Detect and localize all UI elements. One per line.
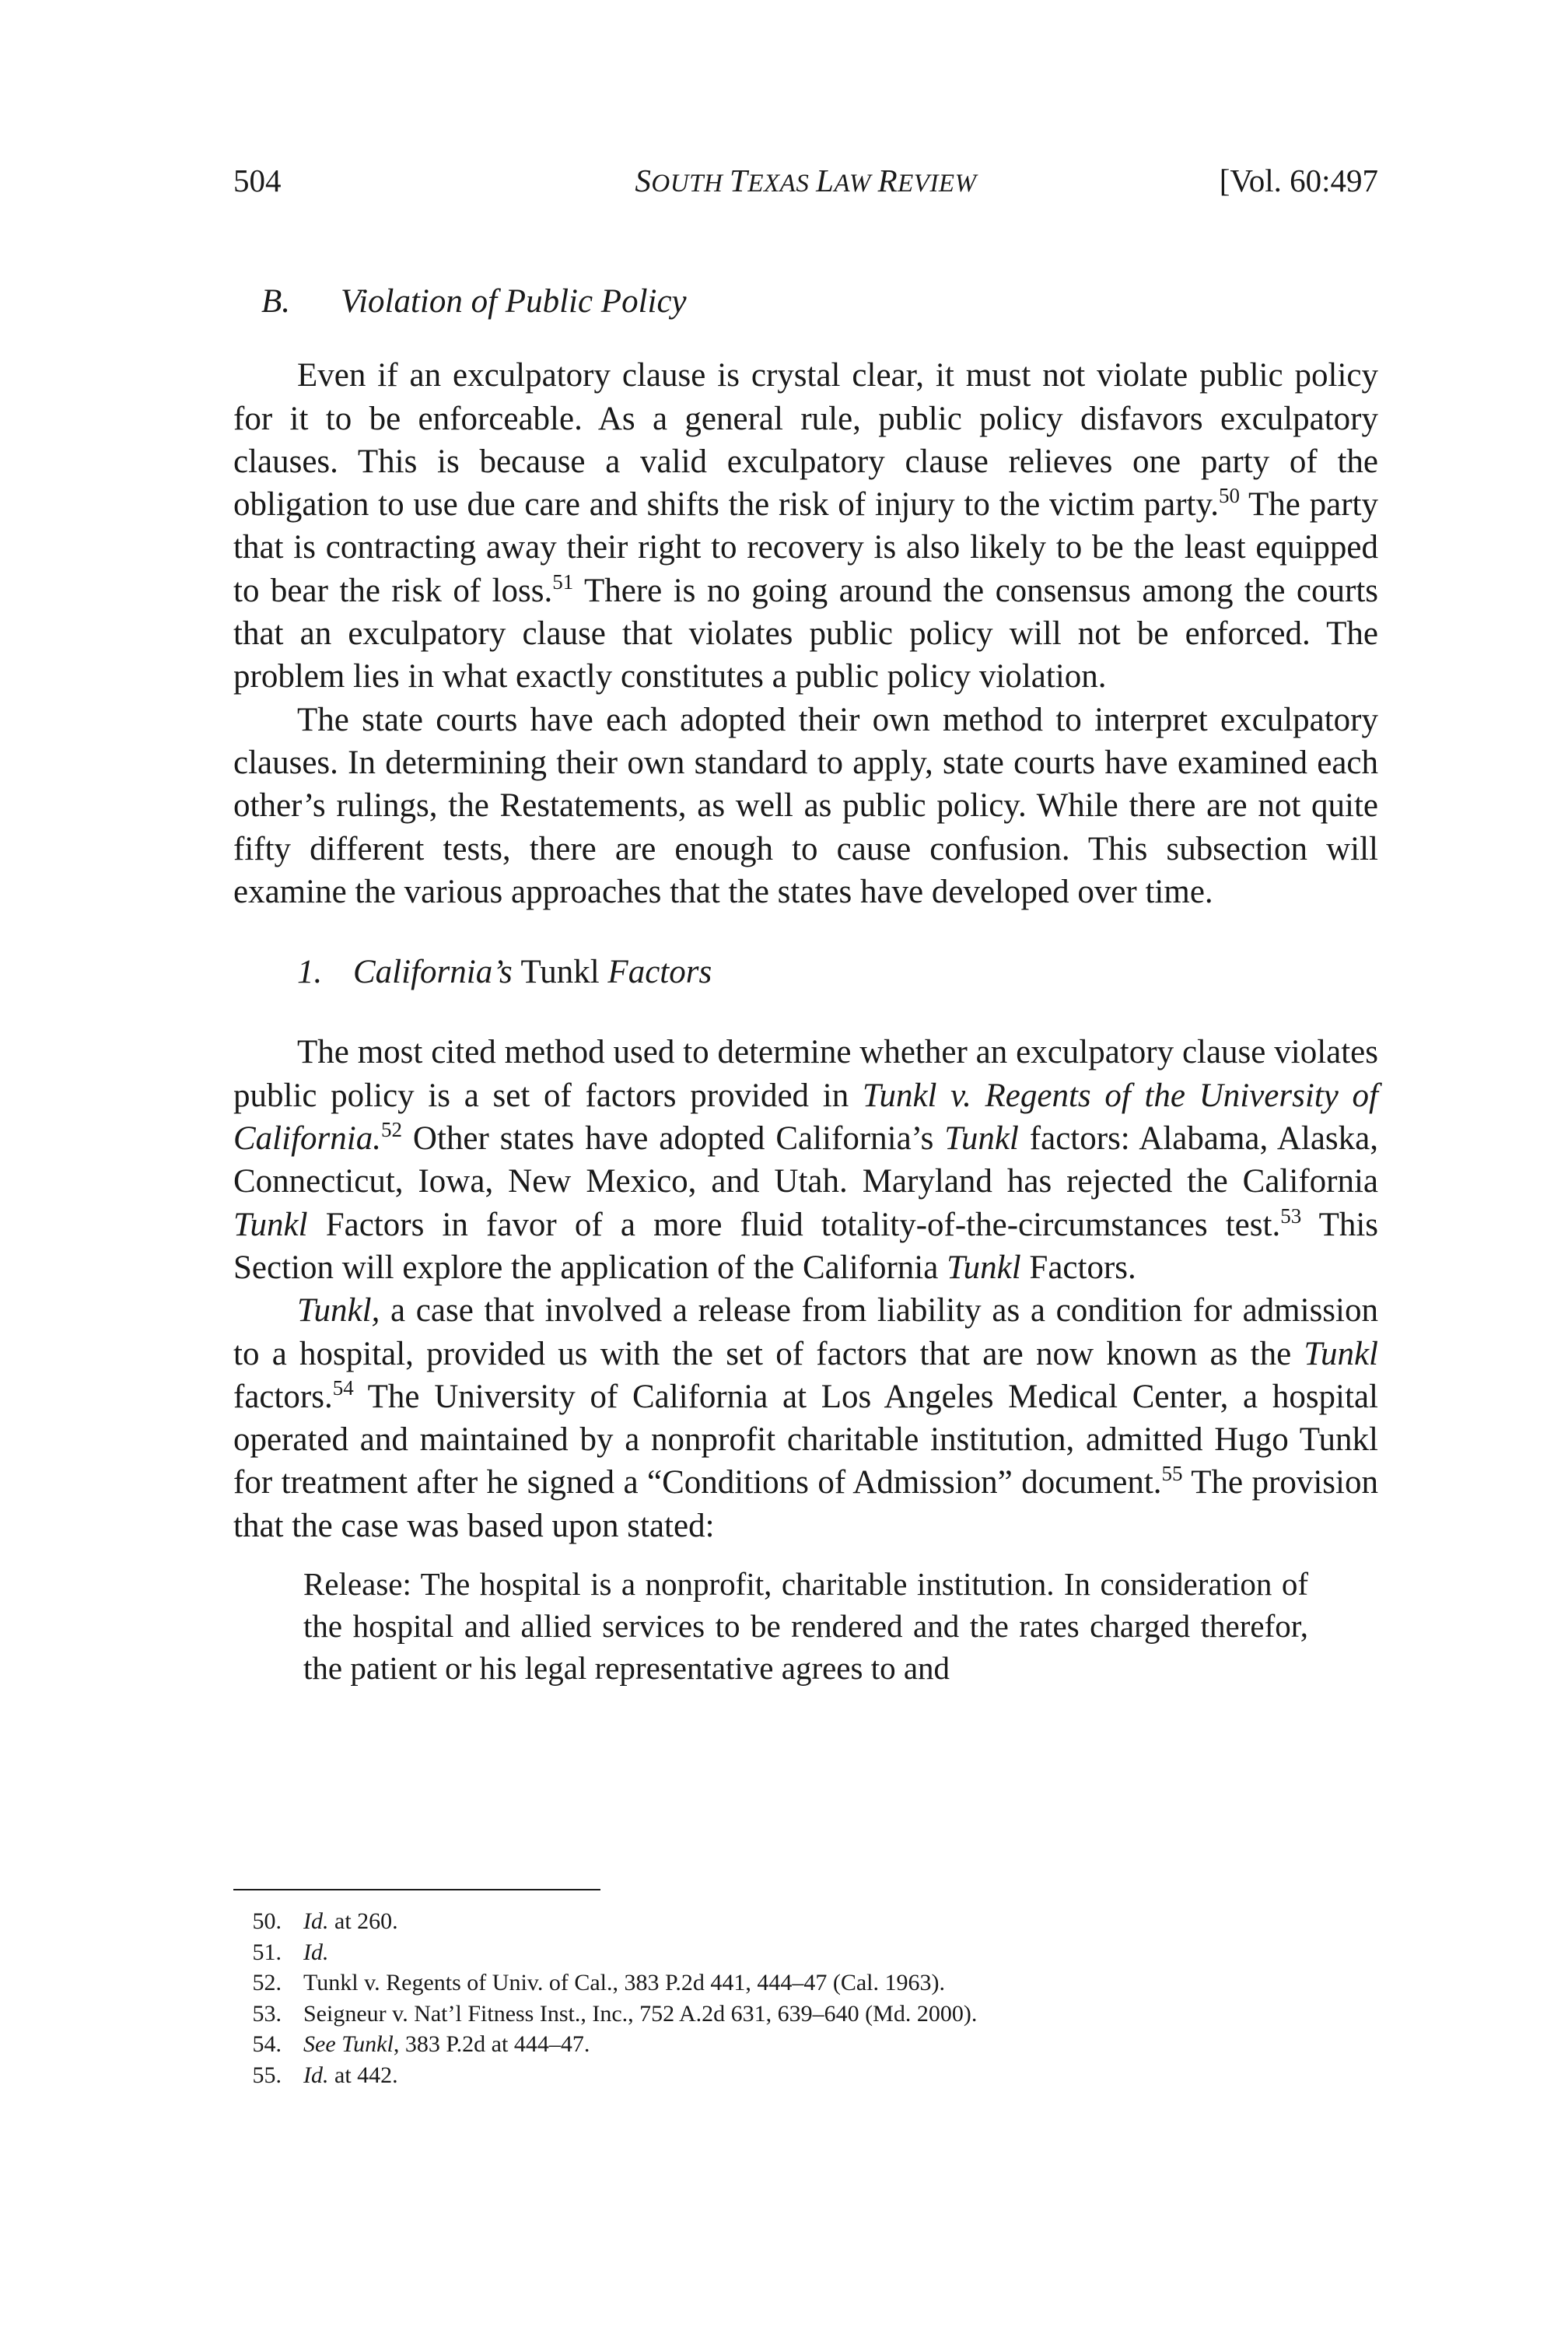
text-run: The University of California at Los Angeles Medical Center, a hospital operated and maintained by a nonprofit charitable institution, admitted Hugo Tunkl for treatment after he signed a “Conditions of Admission” document. [233,1378,1378,1501]
footnote-number: 51. [252,1939,282,1965]
text-run: Tunkl v. Regents of Univ. of Cal., 383 P.2d 441, 444–47 (Cal. 1963). [303,1970,945,1996]
footnote-divider [233,1889,600,1890]
section-number: B. [261,283,291,320]
volume-citation: [Vol. 60:497 [1219,163,1378,198]
subsection-title: California’s Tunkl Factors [353,954,712,991]
italic-text: Tunkl [233,1206,308,1243]
text-run: The provision that the case was based upon stated: [233,1464,1378,1544]
text-run: , 383 P.2d at 444–47. [393,2031,590,2058]
italic-text: Tunkl, [297,1292,380,1330]
text-run: There is no going around the consensus among the courts that an exculpatory clause that violates public policy will not be enforced. The problem lies in what exactly constitutes a public policy violation. [233,572,1378,695]
italic-text: Id. [303,1908,329,1934]
footnote [233,1967,1378,1999]
footnotes [233,1906,1378,2091]
italic-text: Tunkl v. Regents of the University of California. [233,1077,1378,1158]
footnote-ref: 54 [332,1375,354,1400]
footnote-text [303,1937,1378,1968]
footnote-number: 55. [252,2062,282,2088]
footnote [233,2060,1378,2091]
paragraph [233,354,1378,698]
running-header [233,162,1378,208]
paragraph [233,699,1378,913]
journal-title: SOUTH TEXAS LAW REVIEW [635,163,977,198]
section-title: Violation of Public Policy [341,283,687,320]
footnote-number: 54. [252,2031,282,2058]
footnote-text [303,2060,1378,2091]
text-run: at 260. [328,1908,398,1934]
text-run: The state courts have each adopted their own method to interpret exculpatory clauses. In determining their own standard to apply, state courts have examined each other’s rulings, the Restatements, as well as public policy. While there are not quite fifty different tests, there are enough to cause confusion. This subsection will examine the various approaches that the states have developed over time. [233,701,1378,910]
footnote-text [303,1967,1378,1999]
paragraph [233,1031,1378,1289]
footnote-text [303,2029,1378,2060]
text-run: a case that involved a release from liability as a condition for admission to a hospital, provided us with the set of factors that are now known as the [233,1292,1378,1372]
page-number: 504 [233,163,282,198]
footnote [233,1937,1378,1968]
footnote-ref: 52 [380,1118,402,1142]
text-run: Seigneur v. Nat’l Fitness Inst., Inc., 752 A.2d 631, 639–640 (Md. 2000). [303,2000,978,2027]
italic-text: Id. [303,2062,329,2088]
italic-text: Tunkl [1304,1335,1378,1372]
italic-text: Tunkl [947,1249,1021,1286]
footnote-number: 52. [252,1970,282,1996]
text-run: at 442. [328,2062,398,2088]
text-run: The party that is contracting away their right to recovery is also likely to be the least equipped to bear the risk of loss. [233,486,1378,609]
footnote-text [303,1906,1378,1937]
footnote-text [303,1999,1378,2030]
subsection-number: 1. [297,954,323,991]
footnote-ref: 51 [552,569,574,594]
footnote-number: 53. [252,2000,282,2027]
text-run: This Section will explore the application of the California [233,1206,1379,1286]
text-run: Factors in favor of a more fluid totality-of-the-circumstances test. [307,1206,1281,1243]
paragraph [233,1289,1378,1547]
text-run: factors. [233,1378,333,1415]
block-quote: Release: The hospital is a nonprofit, charitable institution. In consideration of the hospital and allied services to be rendered and the rates charged therefor, the patient or his legal representative agrees to and [303,1566,1308,1687]
footnote-number: 50. [252,1908,282,1934]
text-run: Other states have adopted California’s [401,1120,945,1158]
text-run: factors: Alabama, Alaska, Connecticut, Iowa, New Mexico, and Utah. Maryland has rejected the California [233,1120,1378,1200]
main-text [233,280,1378,1689]
footnote-ref: 53 [1280,1204,1302,1228]
italic-text: See Tunkl [303,2031,394,2058]
footnote-ref: 55 [1161,1462,1183,1486]
text-run: The most cited method used to determine whether an exculpatory clause violates public policy is a set of factors provided in [233,1034,1378,1114]
text-run: Factors. [1020,1249,1136,1286]
footnote [233,2029,1378,2060]
italic-text: Id. [303,1939,329,1965]
subsection-heading-1 [297,951,1378,993]
italic-text: Tunkl [944,1120,1019,1158]
section-heading-b [261,280,1378,323]
footnote [233,1999,1378,2030]
footnote [233,1906,1378,1937]
text-run: Even if an exculpatory clause is crystal clear, it must not violate public policy for it to be enforceable. As a general rule, public policy disfavors exculpatory clauses. This is because a valid exculpatory clause relieves one party of the obligation to use due care and shifts the risk of injury to the victim party. [233,357,1378,524]
footnote-ref: 50 [1218,484,1240,508]
